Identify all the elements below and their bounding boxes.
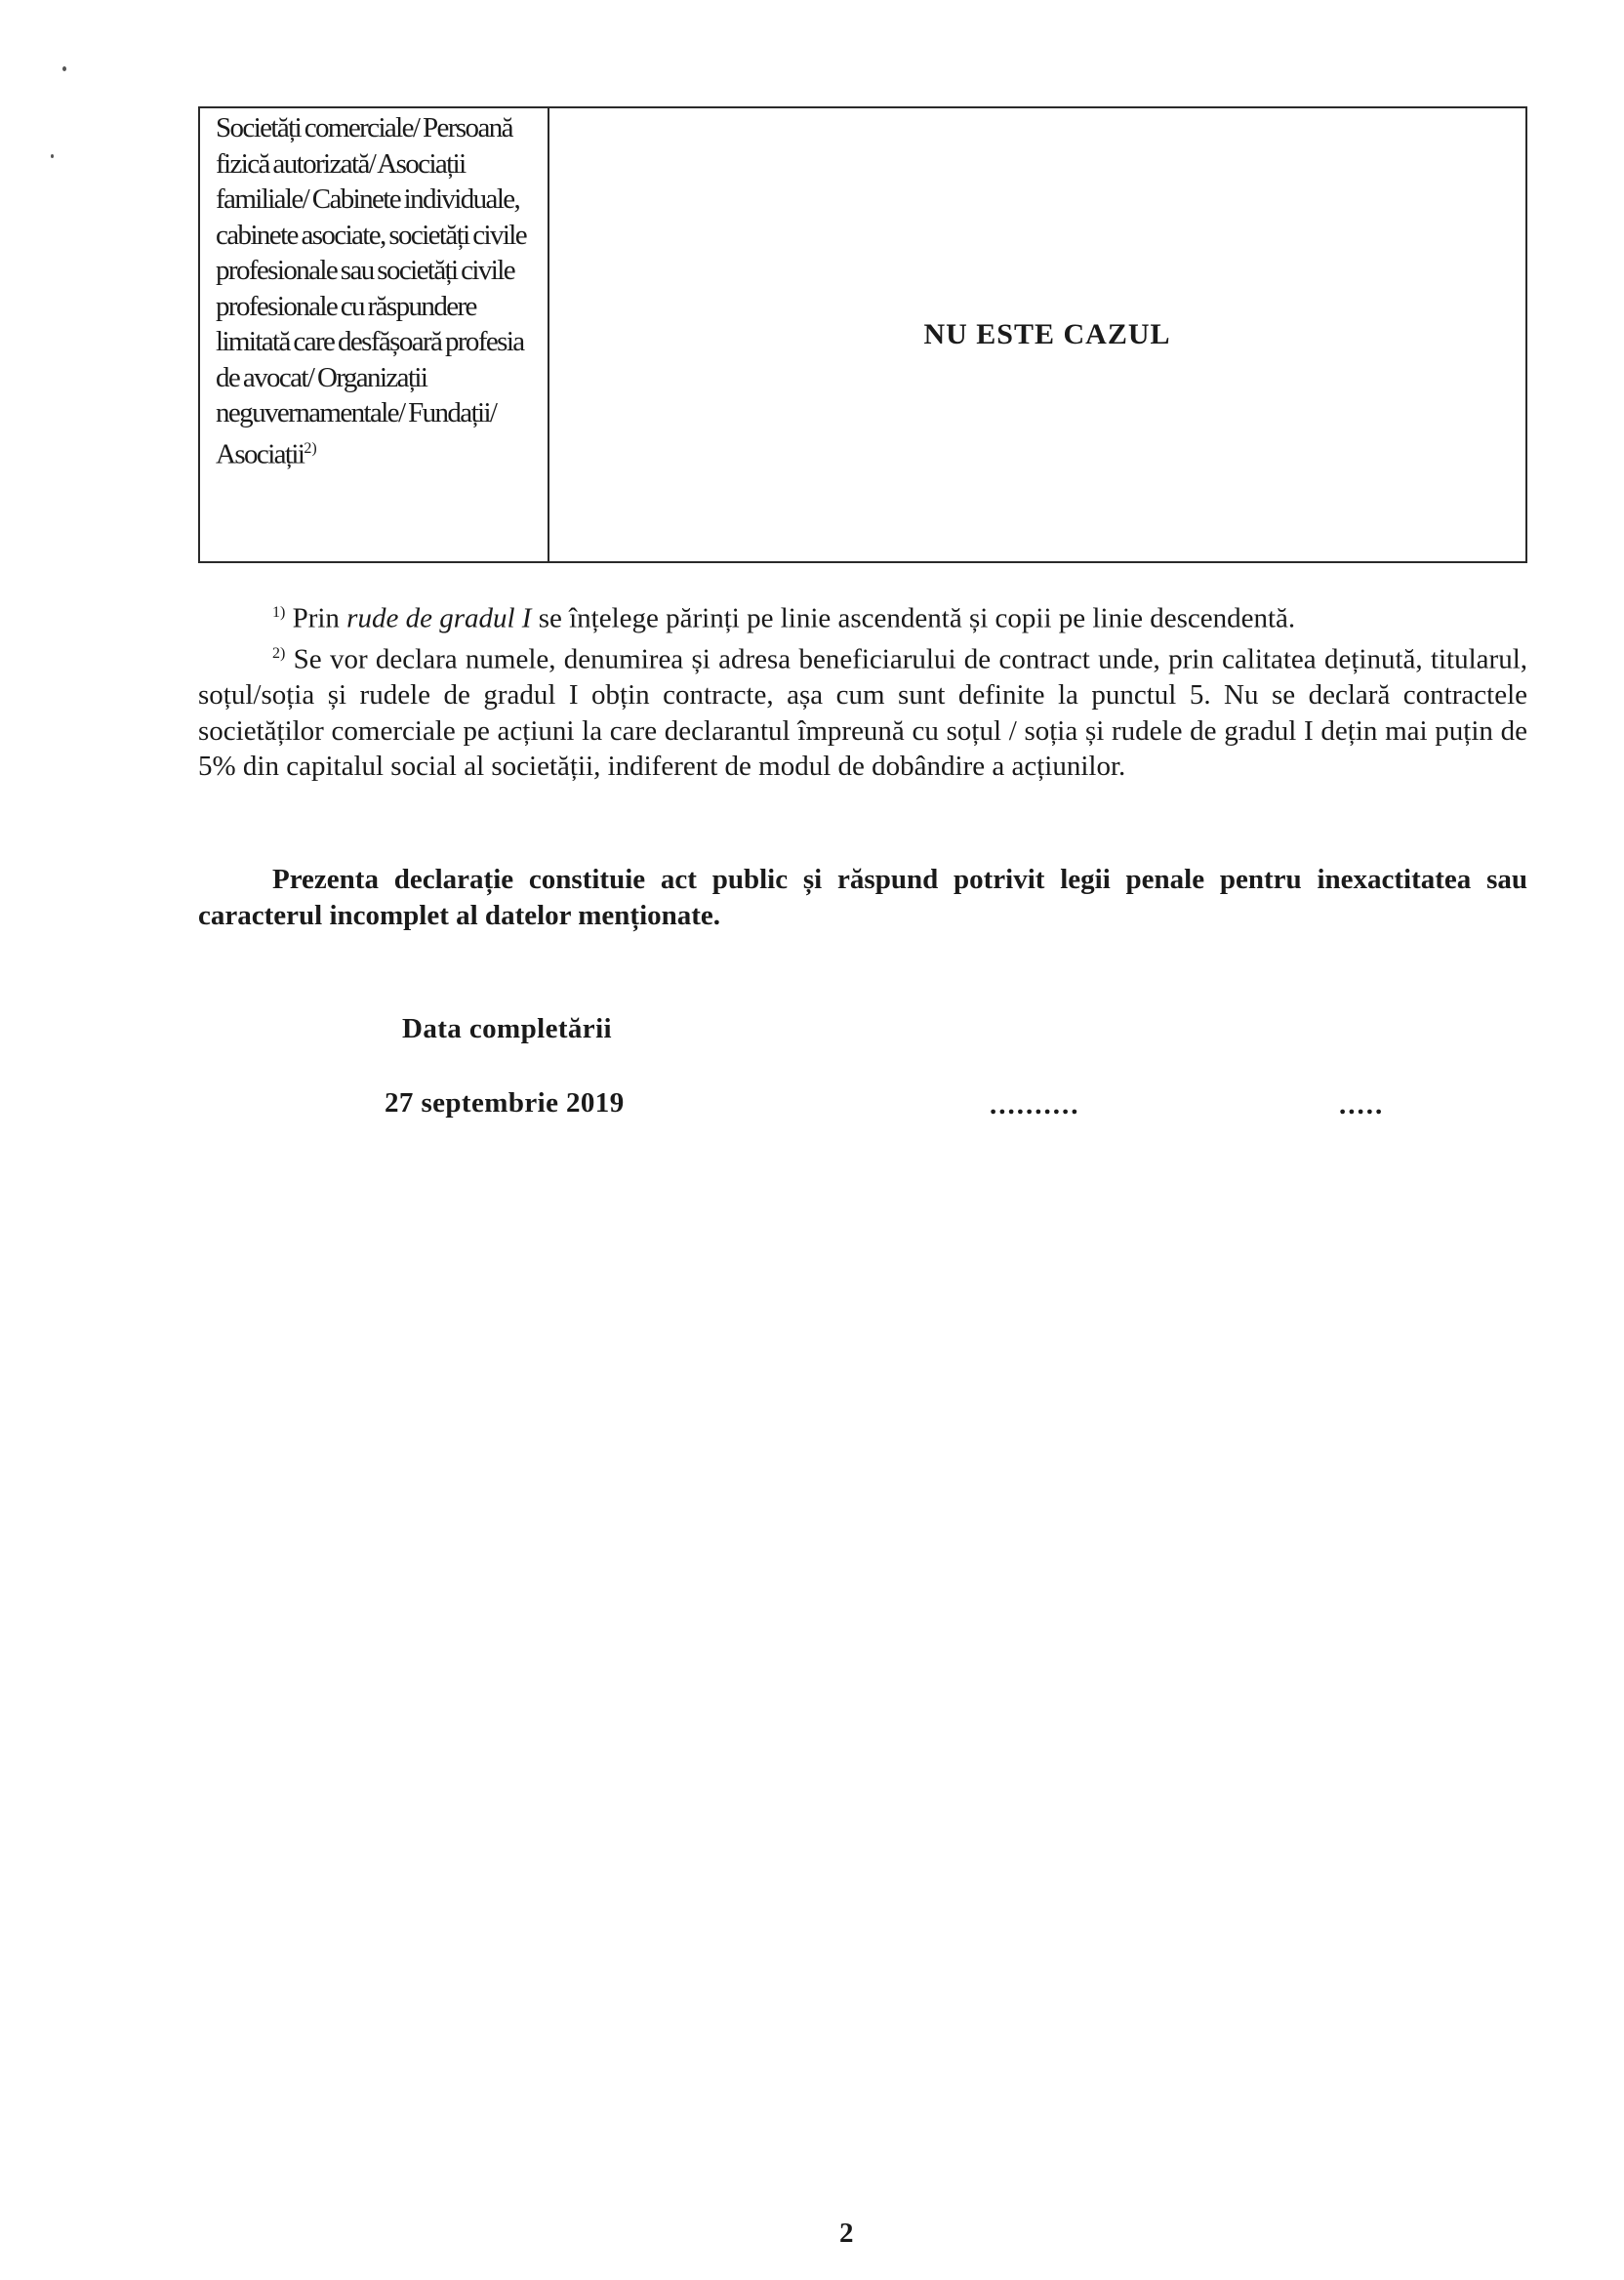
footnote-2-marker: 2) <box>272 645 286 663</box>
date-label: Data completării <box>402 1013 612 1044</box>
not-applicable-cell <box>548 107 1526 562</box>
footnote-2 <box>198 636 1527 785</box>
scan-speck <box>51 154 54 158</box>
statement-text: Prezenta declarație constituie act public și răspund potrivit legii penale pentru inexactitatea sau caracterul incomplet al datelor menționate. <box>198 864 1527 931</box>
footnote-2-text: Se vor declara numele, denumirea și adresa beneficiarului de contract unde, prin calitatea deținută, titularul, soțul/soția și rudele de gradul I obțin contracte, așa cum sunt definite la punctul 5. Nu se declară contractele societăților comerciale pe acțiuni la care declarantul împreună cu soțul / soția și rudele de gradul I dețin mai puțin de 5% din capitalul social al societății, indiferent de modul de dobândire a acțiunilor. <box>198 643 1528 783</box>
footnotes <box>198 595 1527 785</box>
not-applicable-text: NU ESTE CAZUL <box>923 318 1171 350</box>
contracts-table <box>198 106 1527 563</box>
public-act-statement <box>198 862 1527 934</box>
footnote-1-term: rude de gradul I <box>346 602 532 634</box>
footnote-1-rest: se înțelege părinți pe linie ascendentă și copii pe linie descendentă. <box>531 602 1296 634</box>
footnote-ref: 2) <box>304 439 317 457</box>
page-number: 2 <box>839 2218 854 2249</box>
footnote-1-marker: 1) <box>272 604 286 621</box>
date-value: 27 septembrie 2019 <box>385 1087 625 1119</box>
beneficiary-type-text: Societăți comerciale/ Persoană fizică autorizată/ Asociații familiale/ Cabinete individuale, cabinete asociate, societăți civile profesionale sau societăți civile profesionale cu răspundere limitată care desfășoară profesia de avocat/ Organizații neguvernamentale/ Fundații/ Asociații <box>216 112 527 470</box>
table-row <box>199 107 1526 562</box>
signature-placeholder-right: ..... <box>1339 1089 1385 1120</box>
footnote-1 <box>198 595 1527 636</box>
scan-speck <box>62 66 66 71</box>
beneficiary-type-cell <box>199 107 548 562</box>
footnote-1-prefix: Prin <box>292 602 347 634</box>
signature-placeholder-left: .......... <box>990 1089 1080 1120</box>
